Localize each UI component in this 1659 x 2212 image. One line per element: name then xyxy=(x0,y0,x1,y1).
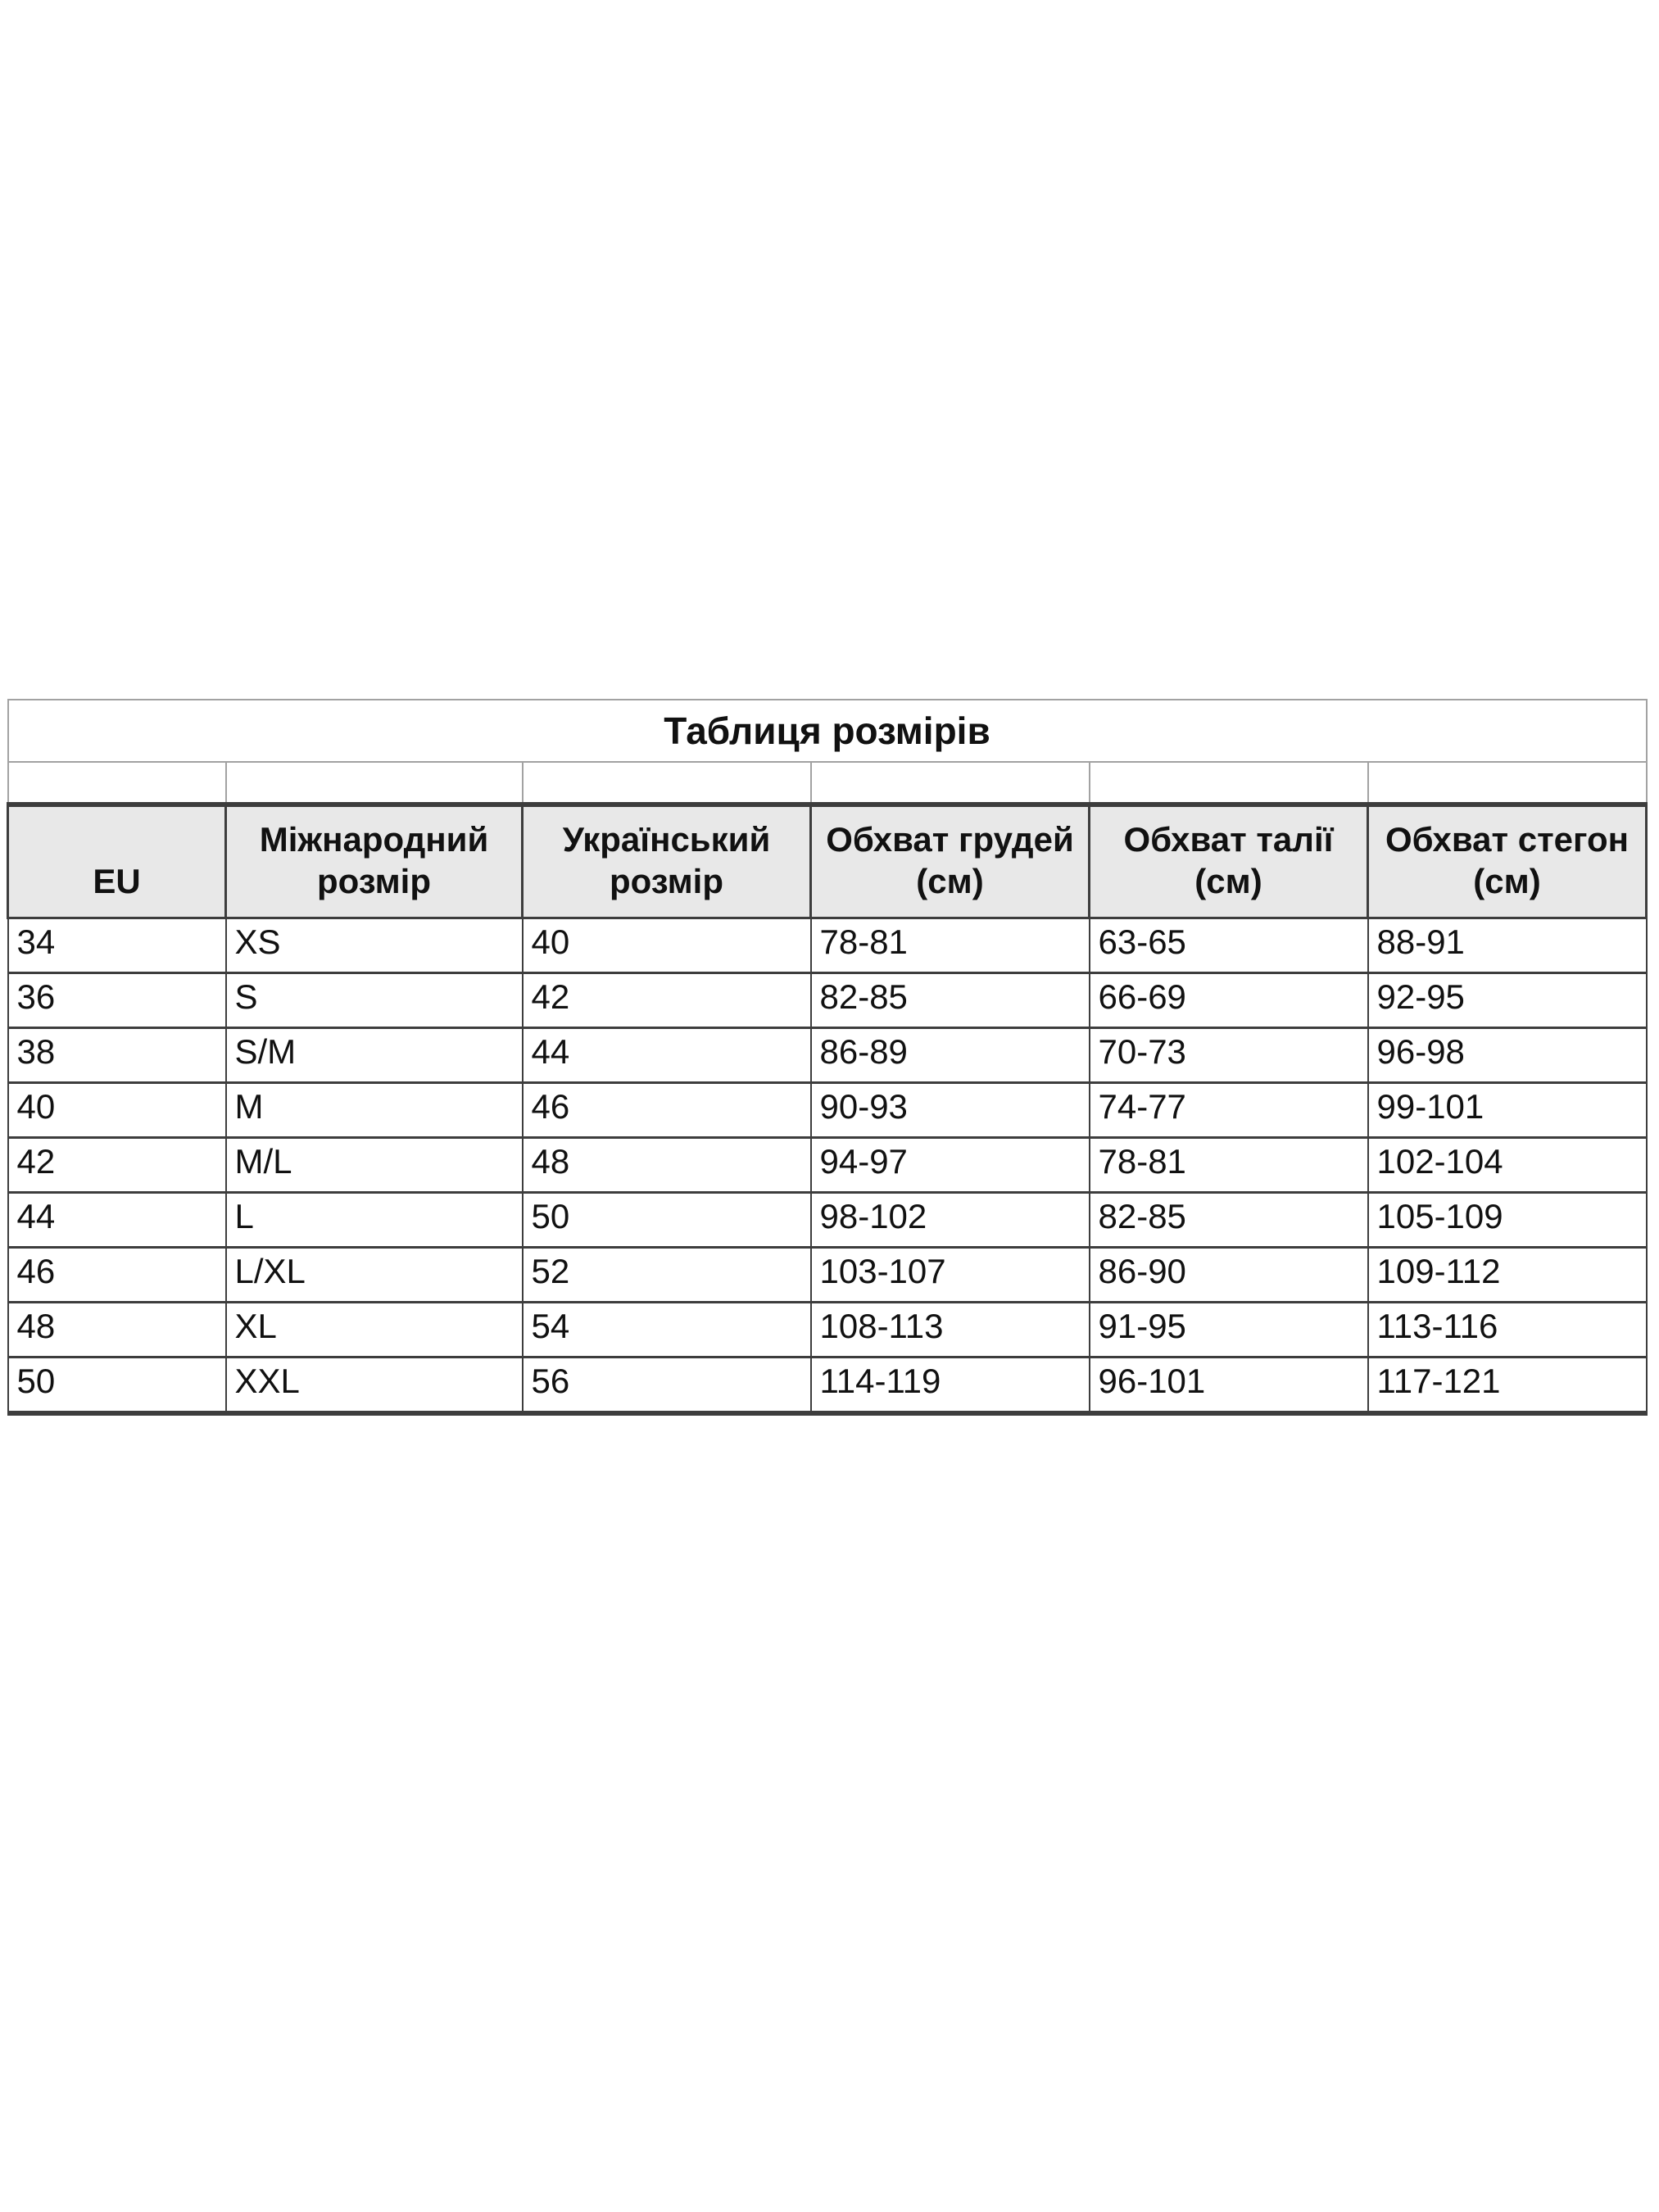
spacer-cell xyxy=(226,762,523,805)
table-title-row xyxy=(8,700,1647,762)
table-cell: 44 xyxy=(523,1028,811,1083)
table-cell: 42 xyxy=(8,1138,226,1193)
table-row xyxy=(8,973,1647,1028)
table-cell: M xyxy=(226,1083,523,1138)
table-cell: 109-112 xyxy=(1368,1248,1647,1303)
table-cell: XXL xyxy=(226,1358,523,1414)
table-cell: 105-109 xyxy=(1368,1193,1647,1248)
table-row xyxy=(8,1083,1647,1138)
table-cell: 96-98 xyxy=(1368,1028,1647,1083)
table-cell: S/M xyxy=(226,1028,523,1083)
table-row xyxy=(8,1248,1647,1303)
table-cell: 40 xyxy=(523,918,811,973)
table-cell: 98-102 xyxy=(811,1193,1090,1248)
table-row xyxy=(8,1358,1647,1414)
table-cell: 52 xyxy=(523,1248,811,1303)
table-cell: 113-116 xyxy=(1368,1303,1647,1358)
table-cell: 63-65 xyxy=(1090,918,1368,973)
table-cell: 99-101 xyxy=(1368,1083,1647,1138)
table-cell: 82-85 xyxy=(811,973,1090,1028)
table-row xyxy=(8,1138,1647,1193)
spacer-cell xyxy=(523,762,811,805)
table-cell: L xyxy=(226,1193,523,1248)
size-chart xyxy=(7,699,1648,1416)
table-cell: 90-93 xyxy=(811,1083,1090,1138)
table-cell: 50 xyxy=(523,1193,811,1248)
table-cell: 94-97 xyxy=(811,1138,1090,1193)
spacer-cell xyxy=(1090,762,1368,805)
table-cell: 91-95 xyxy=(1090,1303,1368,1358)
table-cell: L/XL xyxy=(226,1248,523,1303)
table-cell: 88-91 xyxy=(1368,918,1647,973)
table-cell: 74-77 xyxy=(1090,1083,1368,1138)
table-cell: 42 xyxy=(523,973,811,1028)
table-cell: 34 xyxy=(8,918,226,973)
table-cell: XS xyxy=(226,918,523,973)
table-cell: 48 xyxy=(523,1138,811,1193)
spacer-cell xyxy=(8,762,226,805)
table-row xyxy=(8,918,1647,973)
table-row xyxy=(8,1028,1647,1083)
spacer-cell xyxy=(1368,762,1647,805)
size-table-body xyxy=(8,918,1647,1414)
table-cell: 86-89 xyxy=(811,1028,1090,1083)
table-cell: 48 xyxy=(8,1303,226,1358)
table-cell: 54 xyxy=(523,1303,811,1358)
table-cell: 36 xyxy=(8,973,226,1028)
column-header-ukrainian-size: Український розмір xyxy=(523,805,811,918)
size-table xyxy=(7,699,1648,1416)
table-cell: 78-81 xyxy=(811,918,1090,973)
table-cell: 102-104 xyxy=(1368,1138,1647,1193)
table-cell: M/L xyxy=(226,1138,523,1193)
table-cell: S xyxy=(226,973,523,1028)
table-cell: 78-81 xyxy=(1090,1138,1368,1193)
table-cell: 46 xyxy=(523,1083,811,1138)
column-header-international-size: Міжнародний розмір xyxy=(226,805,523,918)
table-cell: 44 xyxy=(8,1193,226,1248)
table-cell: XL xyxy=(226,1303,523,1358)
table-cell: 66-69 xyxy=(1090,973,1368,1028)
table-cell: 46 xyxy=(8,1248,226,1303)
column-header-waist: Обхват талії (см) xyxy=(1090,805,1368,918)
table-cell: 38 xyxy=(8,1028,226,1083)
table-cell: 92-95 xyxy=(1368,973,1647,1028)
table-cell: 70-73 xyxy=(1090,1028,1368,1083)
table-cell: 103-107 xyxy=(811,1248,1090,1303)
table-row xyxy=(8,1303,1647,1358)
table-cell: 117-121 xyxy=(1368,1358,1647,1414)
table-cell: 82-85 xyxy=(1090,1193,1368,1248)
spacer-cell xyxy=(811,762,1090,805)
table-cell: 56 xyxy=(523,1358,811,1414)
table-spacer-row xyxy=(8,762,1647,805)
column-header-hips: Обхват стегон (см) xyxy=(1368,805,1647,918)
table-cell: 114-119 xyxy=(811,1358,1090,1414)
column-header-eu: EU xyxy=(8,805,226,918)
column-header-chest: Обхват грудей (см) xyxy=(811,805,1090,918)
table-header-row xyxy=(8,805,1647,918)
table-cell: 108-113 xyxy=(811,1303,1090,1358)
table-cell: 96-101 xyxy=(1090,1358,1368,1414)
table-cell: 86-90 xyxy=(1090,1248,1368,1303)
table-title: Таблиця розмірів xyxy=(8,700,1647,762)
table-cell: 50 xyxy=(8,1358,226,1414)
table-cell: 40 xyxy=(8,1083,226,1138)
table-row xyxy=(8,1193,1647,1248)
